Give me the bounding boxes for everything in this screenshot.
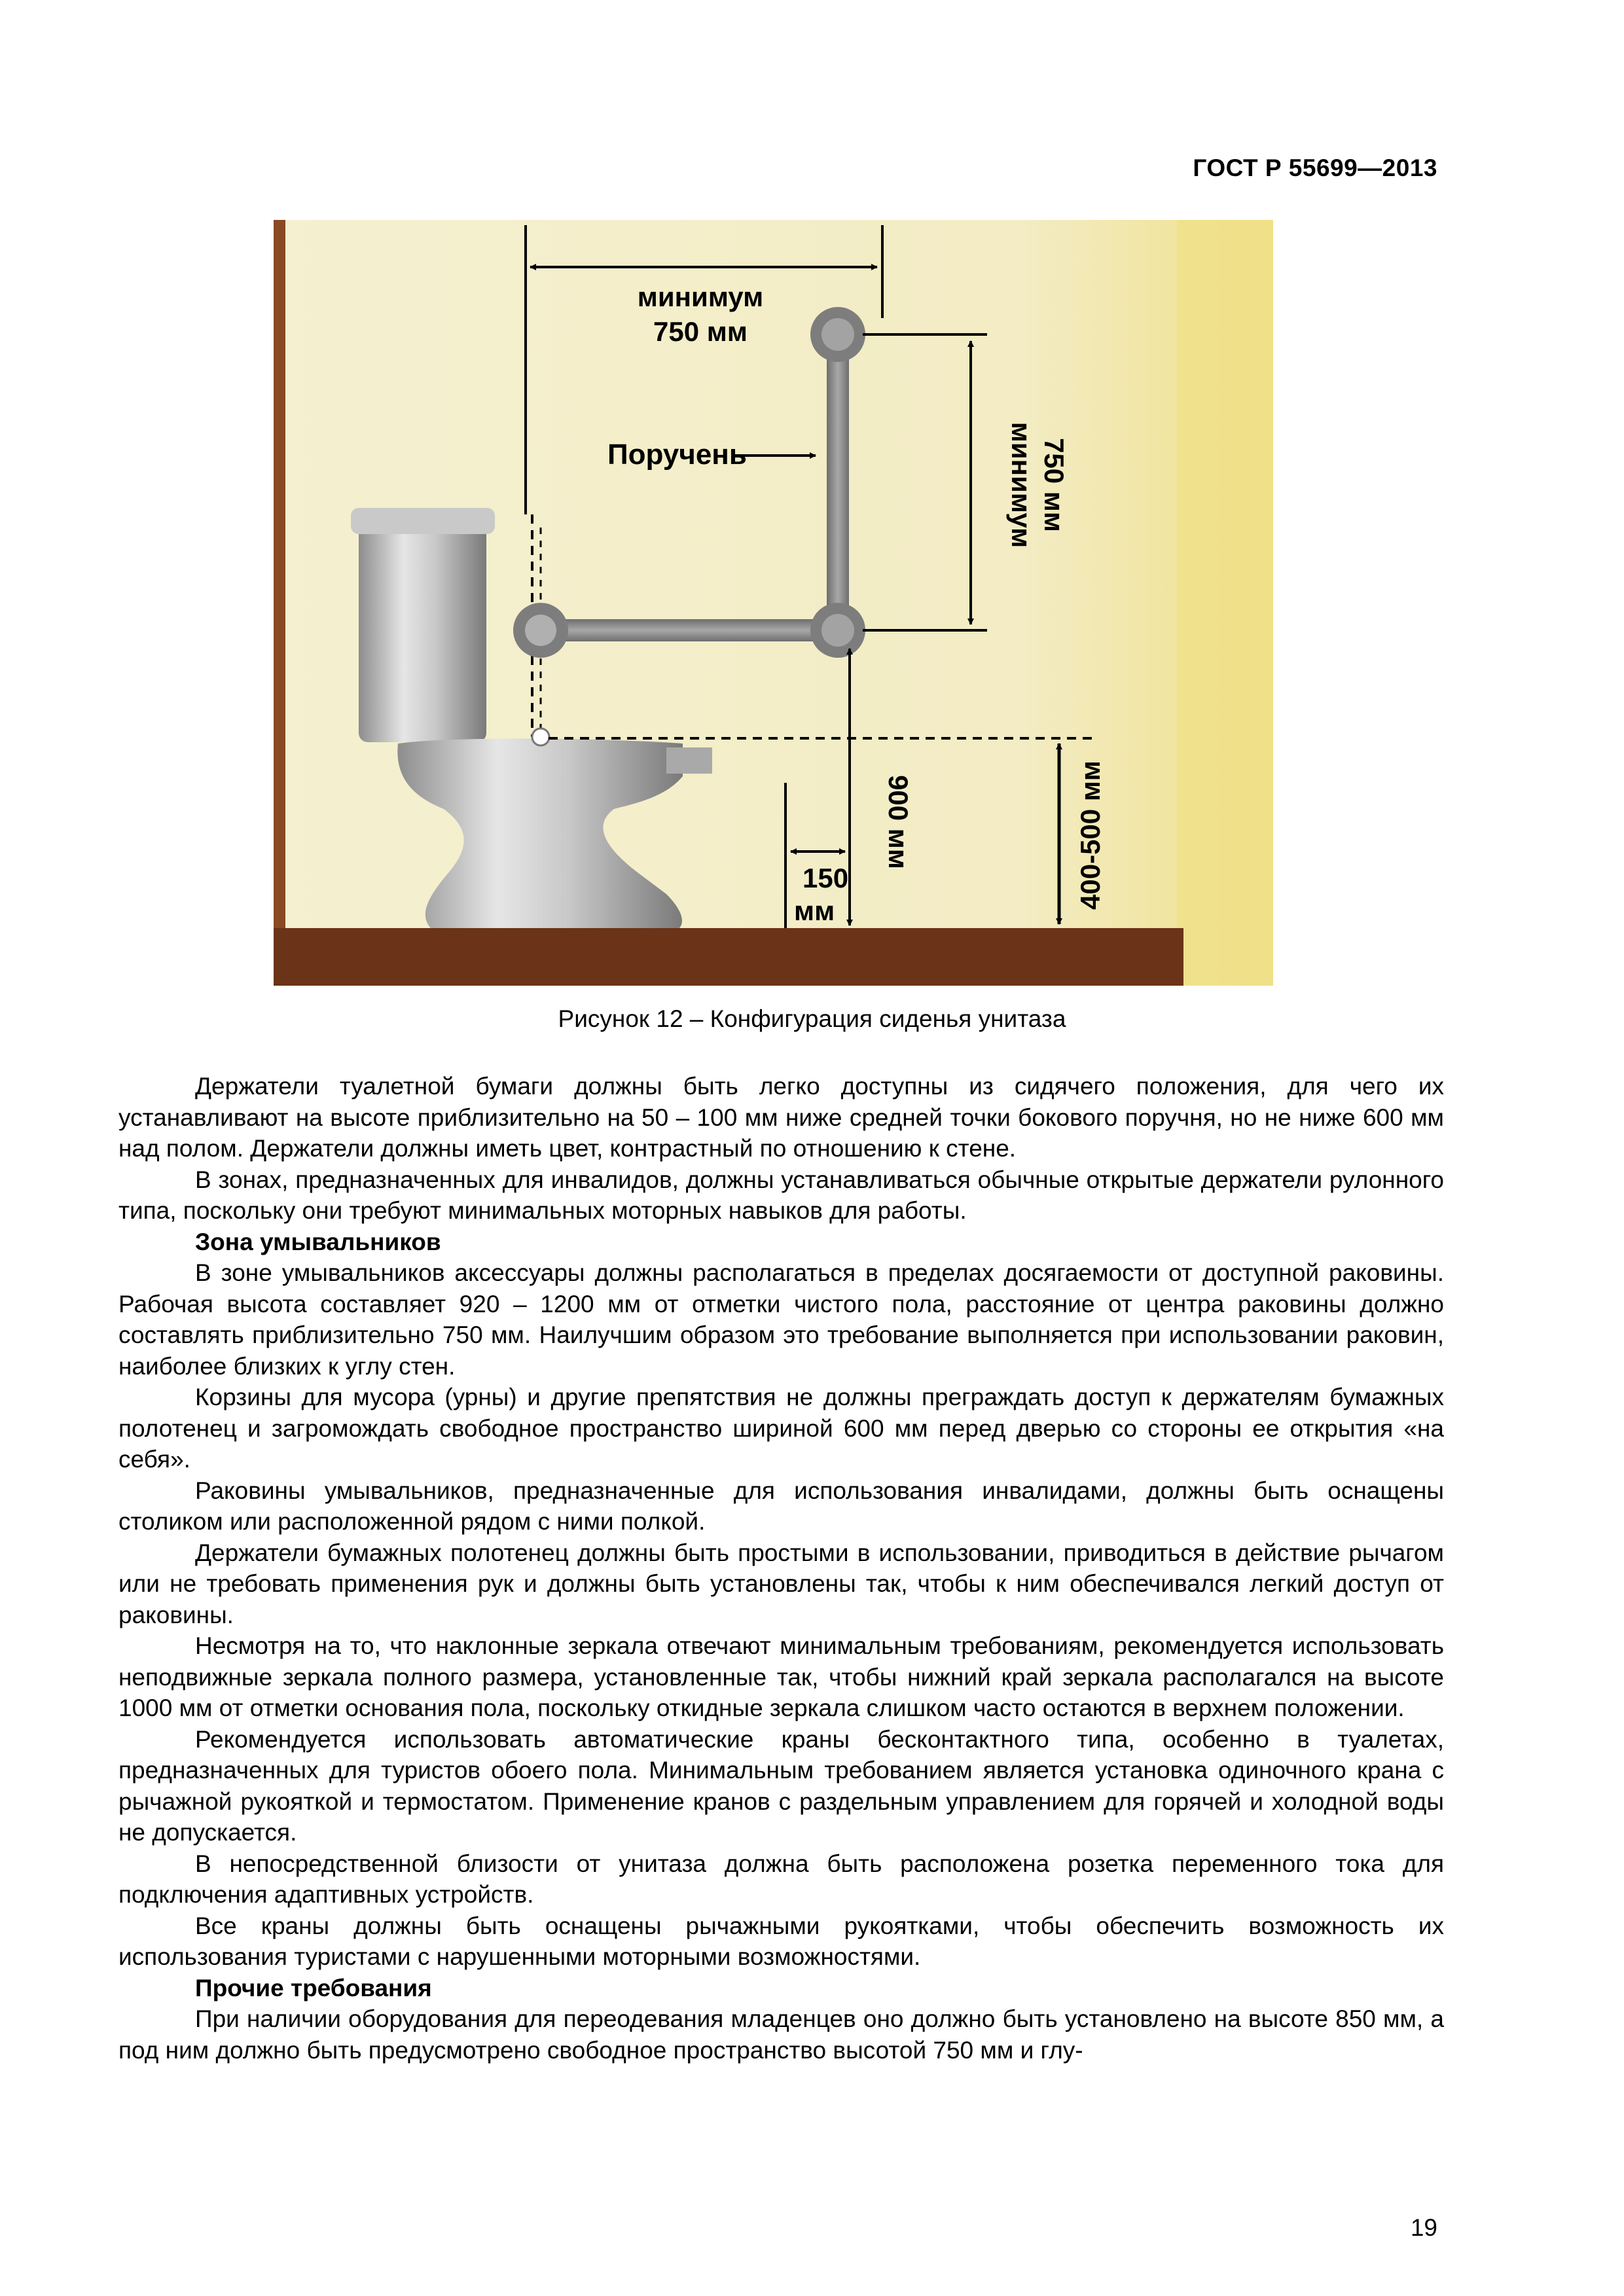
toilet-tank [351,508,495,742]
label-min-height-2: 750 мм [1039,438,1070,532]
section-heading: Зона умывальников [195,1228,441,1255]
page-number: 19 [1410,2214,1437,2241]
paragraph: Держатели бумажных полотенец должны быть простыми в использовании, приводиться в действие рычагом или не требовать применения рук и должны быть установлены так, чтобы к ним обеспечивался легкий доступ от раковины. [118,1539,1444,1628]
label-min-width-1: минимум [637,281,764,312]
paragraph: Несмотря на то, что наклонные зеркала отвечают минимальным требованиям, рекомендуется использовать неподвижные зеркала полного размера, установленные так, чтобы нижний край зеркала располагался на высоте 1000 мм от отметки основания пола, поскольку откидные зеркала слишком часто остаются в верхнем положении. [118,1632,1444,1721]
paragraph: В непосредственной близости от унитаза должна быть расположена розетка переменного тока для подключения адаптивных устройств. [118,1850,1444,1908]
label-150-1: 150 [803,863,849,893]
figure-toilet-configuration [274,220,1273,986]
label-150-2: мм [794,895,835,926]
paragraph: В зоне умывальников аксессуары должны располагаться в пределах досягаемости от доступной раковины. Рабочая высота составляет 920 – 1200 мм от отметки чистого пола, расстояние от центра раковины должно составлять приблизительно 750 мм. Наилучшим образом это требование выполняется при использовании раковин, наиболее близких к углу стен. [118,1259,1444,1380]
label-seat-height: 400-500 мм [1075,761,1106,910]
paragraph: Раковины умывальников, предназначенные для использования инвалидами, должны быть оснащены столиком или расположенной рядом с ними полкой. [118,1477,1444,1535]
paragraph: Рекомендуется использовать автоматические краны бесконтактного типа, особенно в туалетах, предназначенных для туристов обоего пола. Минимальным требованием является установка одиночного крана с рычажной рукояткой и термостатом. Применение кранов с раздельным управлением для горячей и холодной воды не допускается. [118,1725,1444,1846]
paragraph: Все краны должны быть оснащены рычажными рукоятками, чтобы обеспечить возможность их использования туристами с нарушенными моторными возможностями. [118,1912,1444,1970]
paragraph: При наличии оборудования для переодевания младенцев оно должно быть установлено на высоте 850 мм, а под ним должно быть предусмотрено свободное пространство высотой 750 мм и глу- [118,2005,1444,2064]
label-min-height-1: минимум [1006,422,1037,548]
wall-corner-light [1177,220,1273,986]
label-900: 900 мм [883,775,914,869]
document-code: ГОСТ Р 55699—2013 [1193,154,1437,181]
label-rail: Поручень [607,439,747,471]
section-heading: Прочие требования [195,1974,432,2001]
figure-caption: Рисунок 12 – Конфигурация сиденья унитаза [558,1005,1066,1032]
paragraph: В зонах, предназначенных для инвалидов, должны устанавливаться обычные открытые держатели рулонного типа, поскольку они требуют минимальных моторных навыков для работы. [118,1166,1444,1224]
paragraph: Корзины для мусора (урны) и другие препятствия не должны преграждать доступ к держателям бумажных полотенец и загромождать свободное пространство шириной 600 мм перед дверью со стороны ее открытия «на себя». [118,1384,1444,1473]
paragraph: Держатели туалетной бумаги должны быть легко доступны из сидячего положения, для чего их устанавливают на высоте приблизительно на 50 – 100 мм ниже средней точки бокового поручня, но не ниже 600 мм над полом. Держатели должны иметь цвет, контрастный по отношению к стене. [118,1073,1444,1162]
floor [274,928,1183,986]
label-min-width-2: 750 мм [653,316,748,347]
toilet-diagram [274,220,1273,986]
body-text [118,1071,1444,2066]
left-wall-edge [274,220,285,940]
